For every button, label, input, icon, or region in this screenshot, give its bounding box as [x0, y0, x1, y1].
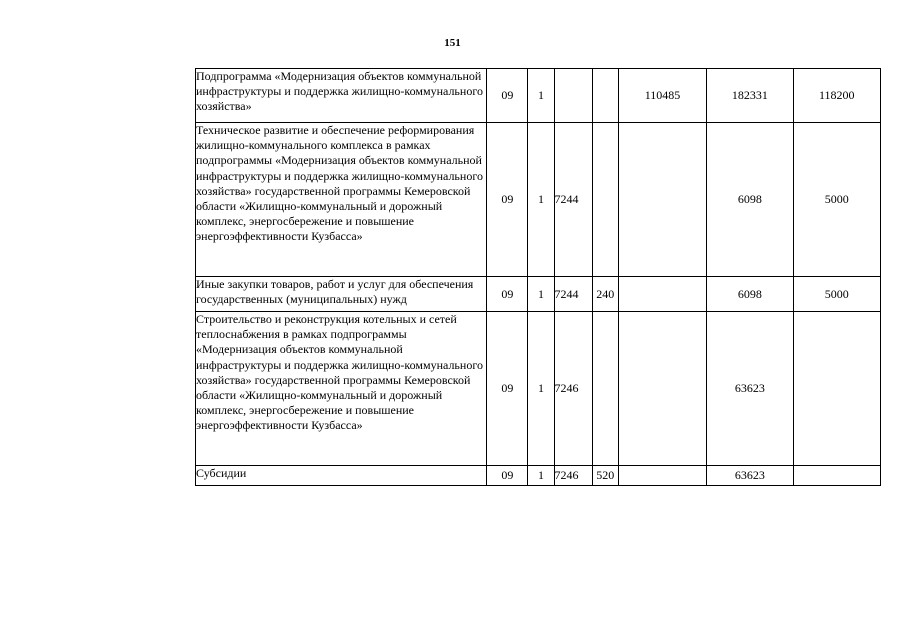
expense-type-cell	[592, 312, 618, 466]
target-cell: 7244	[554, 277, 592, 312]
row-name-cell: Иные закупки товаров, работ и услуг для обеспечения государственных (муниципальных) нужд	[196, 277, 487, 312]
program-cell: 1	[528, 69, 554, 123]
row-name-cell: Субсидии	[196, 466, 487, 486]
expense-type-cell: 520	[592, 466, 618, 486]
row-name-cell: Техническое развитие и обеспечение реформирования жилищно-коммунального комплекса в рамках подпрограммы «Модернизация объектов коммунальной инфраструктуры и поддержка жилищно-коммунального хозяйства» государственной программы Кемеровской области «Жилищно-коммунальный и дорожный комплекс, энергосбережение и повышение энергоэффективности Кузбасса»	[196, 123, 487, 277]
table-row	[196, 277, 881, 312]
table-row	[196, 466, 881, 486]
page-number: 151	[444, 37, 461, 49]
year3-amount-cell: 118200	[793, 69, 880, 123]
row-name-cell: Строительство и реконструкция котельных и сетей теплоснабжения в рамках подпрограммы «Модернизация объектов коммунальной инфраструктуры и поддержка жилищно-коммунального хозяйства» государственной программы Кемеровской области «Жилищно-коммунальный и дорожный комплекс, энергосбережение и повышение энергоэффективности Кузбасса»	[196, 312, 487, 466]
year3-amount-cell: 5000	[793, 277, 880, 312]
section-cell: 09	[487, 466, 528, 486]
year1-amount-cell	[618, 312, 706, 466]
program-cell: 1	[528, 312, 554, 466]
year2-amount-cell: 182331	[707, 69, 793, 123]
target-cell: 7246	[554, 466, 592, 486]
section-cell: 09	[487, 69, 528, 123]
expense-type-cell: 240	[592, 277, 618, 312]
target-cell: 7244	[554, 123, 592, 277]
year2-amount-cell: 63623	[707, 466, 793, 486]
year3-amount-cell	[793, 312, 880, 466]
program-cell: 1	[528, 466, 554, 486]
row-name-cell: Подпрограмма «Модернизация объектов коммунальной инфраструктуры и поддержка жилищно-коммунального хозяйства»	[196, 69, 487, 123]
year3-amount-cell: 5000	[793, 123, 880, 277]
section-cell: 09	[487, 312, 528, 466]
year1-amount-cell: 110485	[618, 69, 706, 123]
year3-amount-cell	[793, 466, 880, 486]
expense-type-cell	[592, 123, 618, 277]
section-cell: 09	[487, 123, 528, 277]
section-cell: 09	[487, 277, 528, 312]
program-cell: 1	[528, 123, 554, 277]
year2-amount-cell: 6098	[707, 277, 793, 312]
table-row	[196, 312, 881, 466]
year2-amount-cell: 6098	[707, 123, 793, 277]
program-cell: 1	[528, 277, 554, 312]
table-row	[196, 123, 881, 277]
target-cell: 7246	[554, 312, 592, 466]
budget-table	[195, 68, 881, 486]
table-row	[196, 69, 881, 123]
target-cell	[554, 69, 592, 123]
year1-amount-cell	[618, 466, 706, 486]
year1-amount-cell	[618, 123, 706, 277]
year2-amount-cell: 63623	[707, 312, 793, 466]
year1-amount-cell	[618, 277, 706, 312]
expense-type-cell	[592, 69, 618, 123]
